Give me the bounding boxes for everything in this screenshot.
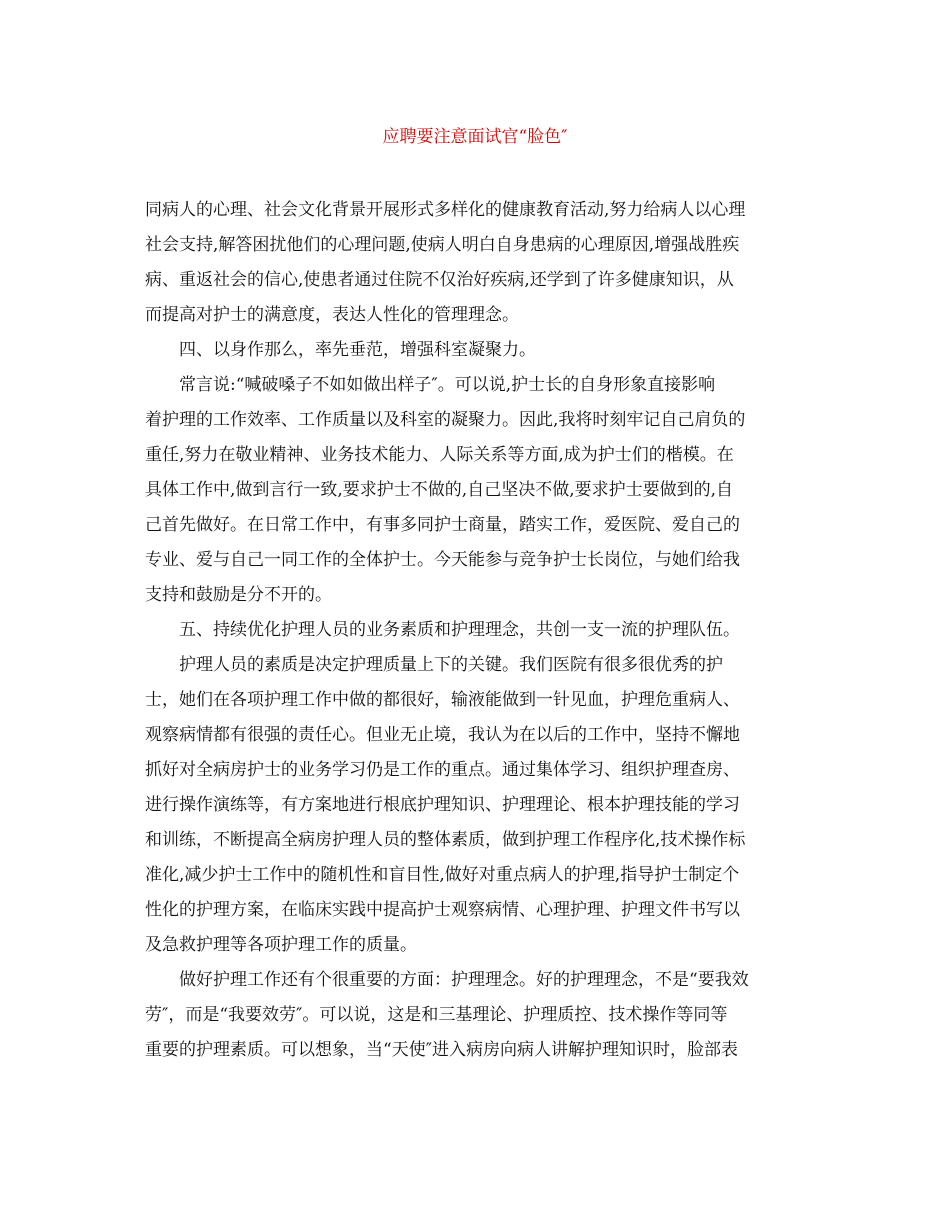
text-line: 同病人的心理、社会文化背景开展形式多样化的健康教育活动,努力给病人以心理	[145, 200, 746, 220]
text-line: 五、持续优化护理人员的业务素质和护理理念，共创一支一流的护理队伍。	[179, 620, 740, 640]
text-line: 性化的护理方案，在临床实践中提高护士观察病情、心理护理、护理文件书写以	[145, 900, 740, 920]
text-line: 重要的护理素质。可以想象，当“天使″进入病房向病人讲解护理知识时，脸部表	[145, 1040, 739, 1060]
text-line: 重任,努力在敬业精神、业务技术能力、人际关系等方面,成为护士们的楷模。在	[145, 445, 734, 465]
text-line: 准化,减少护士工作中的随机性和盲目性,做好对重点病人的护理,指导护士制定个	[145, 865, 740, 885]
text-line: 观察病情都有很强的责任心。但业无止境，我认为在以后的工作中，坚持不懈地	[145, 725, 740, 745]
text-line: 己首先做好。在日常工作中，有事多同护士商量，踏实工作，爱医院、爱自己的	[145, 515, 740, 535]
text-line: 四、以身作那么，率先垂范，增强科室凝聚力。	[179, 340, 536, 360]
text-line: 做好护理工作还有个很重要的方面：护理理念。好的护理理念，不是“要我效	[179, 970, 749, 990]
document-body	[145, 193, 810, 1068]
text-line: 着护理的工作效率、工作质量以及科室的凝聚力。因此,我将时刻牢记自己肩负的	[145, 410, 746, 430]
text-line: 劳″，而是“我要效劳″。可以说，这是和三基理论、护理质控、技术操作等同等	[145, 1005, 728, 1025]
text-line: 专业、爱与自己一同工作的全体护士。今天能参与竞争护士长岗位，与她们给我	[145, 550, 740, 570]
text-line: 进行操作演练等，有方案地进行根底护理知识、护理理论、根本护理技能的学习	[145, 795, 740, 815]
text-line: 抓好对全病房护士的业务学习仍是工作的重点。通过集体学习、组织护理查房、	[145, 760, 740, 780]
text-line: 士，她们在各项护理工作中做的都很好，输液能做到一针见血，护理危重病人、	[145, 690, 740, 710]
text-line: 具体工作中,做到言行一致,要求护士不做的,自己坚决不做,要求护士要做到的,自	[145, 480, 734, 500]
text-line: 社会支持,解答困扰他们的心理问题,使病人明白自身患病的心理原因,增强战胜疾	[145, 235, 740, 255]
text-line: 和训练，不断提高全病房护理人员的整体素质，做到护理工作程序化,技术操作标	[145, 830, 746, 850]
text-line: 护理人员的素质是决定护理质量上下的关键。我们医院有很多很优秀的护	[179, 655, 723, 675]
text-line: 支持和鼓励是分不开的。	[145, 585, 332, 605]
document-title: 应聘要注意面试官“脸色″	[382, 127, 568, 147]
text-line: 病、重返社会的信心,使患者通过住院不仅治好疾病,还学到了许多健康知识，从	[145, 270, 734, 290]
text-line: 而提高对护士的满意度，表达人性化的管理理念。	[145, 305, 519, 325]
text-line: 及急救护理等各项护理工作的质量。	[145, 935, 417, 955]
text-line: 常言说:“喊破嗓子不如如做出样子″。可以说,护士长的自身形象直接影响	[179, 375, 716, 395]
